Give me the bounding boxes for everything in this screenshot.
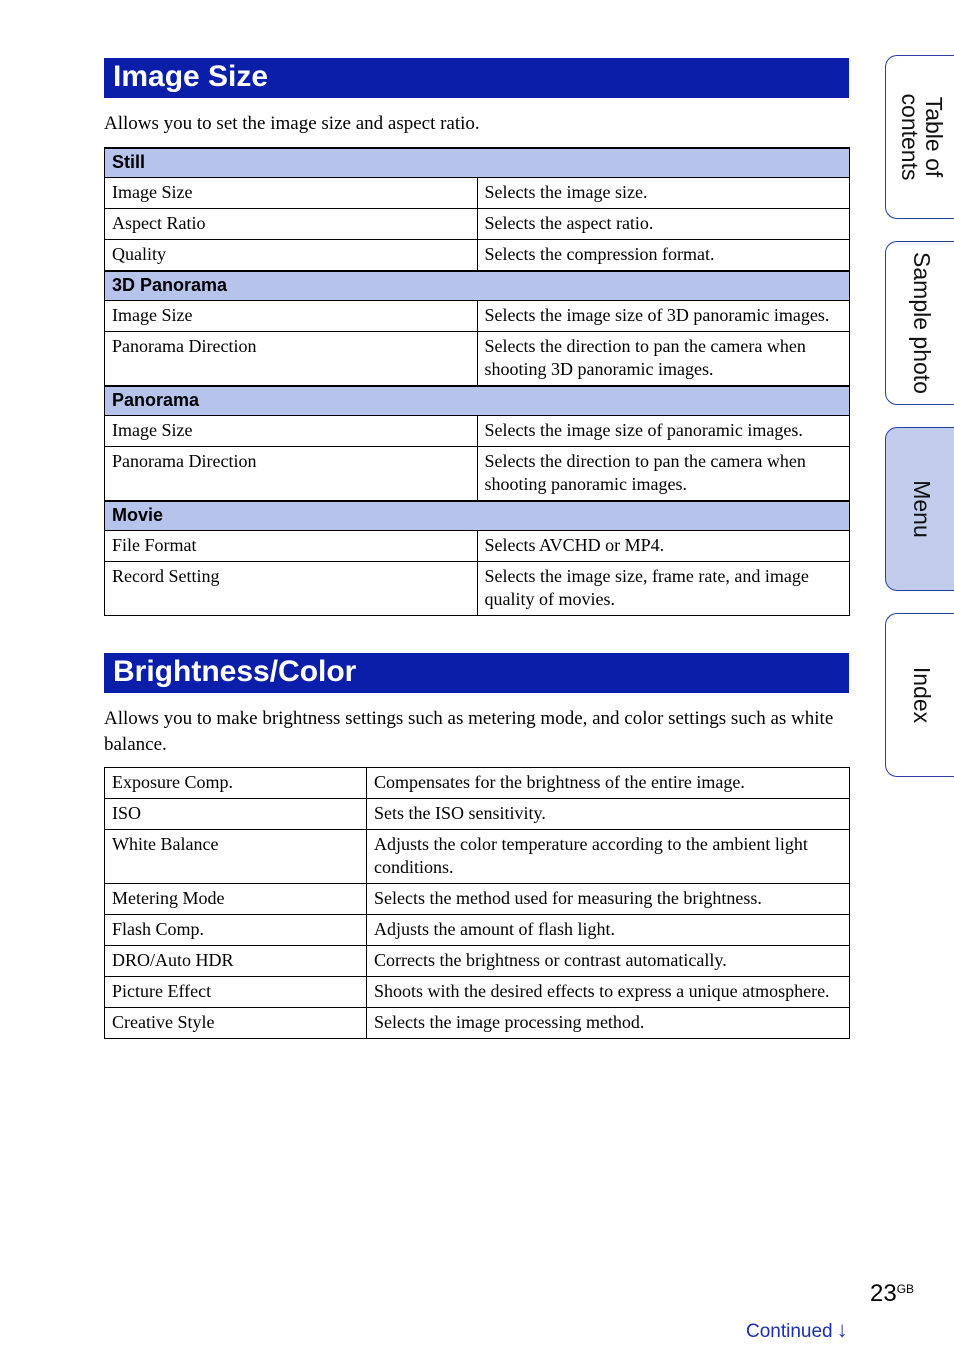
page-number — [870, 1280, 914, 1308]
brightness-color-table — [104, 767, 850, 1039]
table-row — [105, 977, 850, 1008]
setting-name: Picture Effect — [105, 977, 367, 1008]
tab-index-label: Index — [908, 666, 935, 724]
setting-description: Selects the image processing method. — [367, 1008, 850, 1039]
brightness-color-heading: Brightness/Color — [104, 653, 849, 693]
setting-name: Image Size — [105, 416, 478, 447]
tab-index[interactable] — [885, 613, 954, 777]
group-label-panorama: Panorama — [105, 386, 850, 416]
table-row — [105, 332, 850, 387]
setting-name: ISO — [105, 799, 367, 830]
table-group-row — [105, 148, 850, 178]
setting-description: Selects the image size of panoramic images. — [477, 416, 850, 447]
table-row — [105, 799, 850, 830]
table-row — [105, 240, 850, 272]
setting-name: Quality — [105, 240, 478, 272]
table-group-row — [105, 386, 850, 416]
table-row — [105, 830, 850, 884]
setting-description: Selects the aspect ratio. — [477, 209, 850, 240]
tab-sample-photo-label: Sample photo — [908, 252, 935, 394]
brightness-color-intro: Allows you to make brightness settings such as metering mode, and color settings such as white balance. — [104, 708, 834, 755]
tab-menu[interactable] — [885, 427, 954, 591]
table-row — [105, 447, 850, 502]
table-group-row — [105, 501, 850, 531]
table-row — [105, 416, 850, 447]
continued-label: Continued — [746, 1321, 833, 1342]
setting-name: Exposure Comp. — [105, 768, 367, 799]
setting-name: White Balance — [105, 830, 367, 884]
setting-name: Record Setting — [105, 562, 478, 616]
setting-description: Adjusts the color temperature according to the ambient light conditions. — [367, 830, 850, 884]
tab-menu-label: Menu — [908, 480, 935, 538]
setting-name: Panorama Direction — [105, 332, 478, 387]
setting-description: Selects the direction to pan the camera when shooting 3D panoramic images. — [477, 332, 850, 387]
setting-name: DRO/Auto HDR — [105, 946, 367, 977]
table-row — [105, 301, 850, 332]
image-size-intro: Allows you to set the image size and aspect ratio. — [104, 113, 480, 134]
setting-description: Selects the image size, frame rate, and image quality of movies. — [477, 562, 850, 616]
tab-toc-label-line2: contents — [896, 93, 923, 181]
setting-name: Metering Mode — [105, 884, 367, 915]
tab-sample-photo[interactable] — [885, 241, 954, 405]
continued-link[interactable] — [746, 1317, 848, 1343]
table-group-row — [105, 271, 850, 301]
setting-description: Corrects the brightness or contrast automatically. — [367, 946, 850, 977]
setting-description: Selects the direction to pan the camera when shooting panoramic images. — [477, 447, 850, 502]
setting-name: Flash Comp. — [105, 915, 367, 946]
tab-table-of-contents[interactable] — [885, 55, 954, 219]
setting-name: Image Size — [105, 301, 478, 332]
group-label-3d-panorama: 3D Panorama — [105, 271, 850, 301]
table-row — [105, 209, 850, 240]
page-number-suffix: GB — [896, 1282, 915, 1296]
table-row — [105, 1008, 850, 1039]
setting-description: Shoots with the desired effects to express a unique atmosphere. — [367, 977, 850, 1008]
setting-description: Selects the image size. — [477, 178, 850, 209]
table-row — [105, 768, 850, 799]
setting-name: Creative Style — [105, 1008, 367, 1039]
table-row — [105, 946, 850, 977]
setting-name: File Format — [105, 531, 478, 562]
setting-description: Sets the ISO sensitivity. — [367, 799, 850, 830]
group-label-movie: Movie — [105, 501, 850, 531]
table-row — [105, 915, 850, 946]
setting-name: Aspect Ratio — [105, 209, 478, 240]
group-label-still: Still — [105, 148, 850, 178]
setting-description: Compensates for the brightness of the entire image. — [367, 768, 850, 799]
setting-description: Selects the method used for measuring the brightness. — [367, 884, 850, 915]
setting-description: Selects AVCHD or MP4. — [477, 531, 850, 562]
tab-toc-label-line1: Table of — [920, 96, 947, 178]
arrow-down-icon: ↓ — [836, 1317, 848, 1342]
image-size-heading: Image Size — [104, 58, 849, 98]
setting-name: Panorama Direction — [105, 447, 478, 502]
table-row — [105, 884, 850, 915]
setting-name: Image Size — [105, 178, 478, 209]
table-row — [105, 562, 850, 616]
table-row — [105, 531, 850, 562]
page-number-value: 23 — [870, 1280, 897, 1307]
setting-description: Selects the image size of 3D panoramic images. — [477, 301, 850, 332]
image-size-table — [104, 147, 850, 616]
setting-description: Adjusts the amount of flash light. — [367, 915, 850, 946]
table-row — [105, 178, 850, 209]
setting-description: Selects the compression format. — [477, 240, 850, 272]
